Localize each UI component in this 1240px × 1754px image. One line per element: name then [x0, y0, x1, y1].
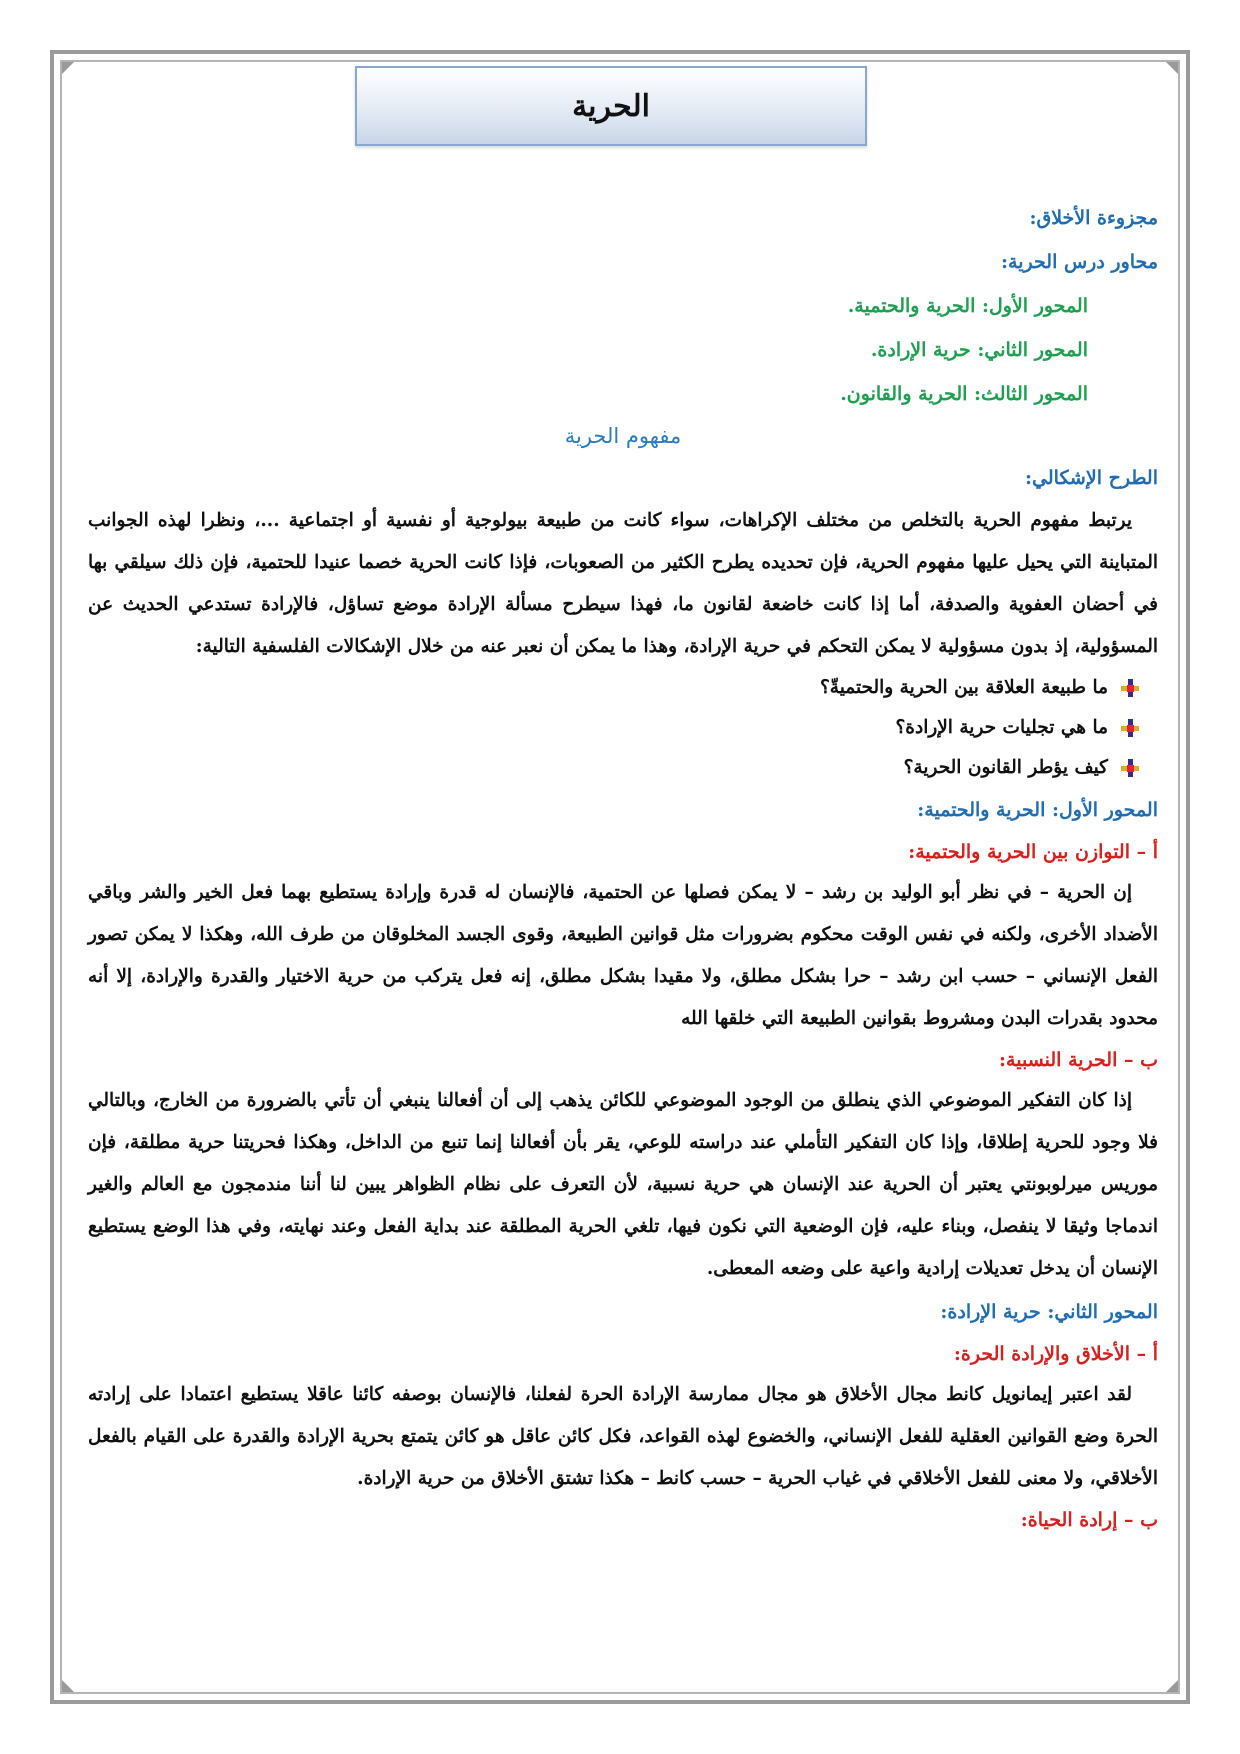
problematic-heading: الطرح الإشكالي:	[1025, 467, 1158, 489]
list-item	[88, 668, 1140, 708]
problematic-paragraph: يرتبط مفهوم الحرية بالتخلص من مختلف الإكراهات، سواء كانت من طبيعة بيولوجية أو نفسية أو اجتماعية ...، ونظرا لهذه الجوانب المتباينة التي يحيل عليها مفهوم الحرية، فإن تحديده يطرح الكثير من الصعوبات، فإذا كانت الحرية خصما عنيدا للحتمية، فإن ذلك سيلقي بها في أحضان العفوية والصدفة، أما إذا كانت خاضعة لقانون ما، فهذا سيطرح مسألة الإرادة موضع تساؤل، فالإرادة تستدعي الحديث عن المسؤولية، إذ بدون مسؤولية لا يمكن التحكم في حرية الإرادة، وهذا ما يمكن أن نعبر عنه من خلال الإشكالات الفلسفية التالية:	[88, 510, 1158, 657]
axes-heading: محاور درس الحرية:	[1001, 251, 1158, 273]
corner-ornament	[62, 1680, 74, 1692]
axis1-a-heading: أ – التوازن بين الحرية والحتمية:	[908, 841, 1158, 863]
axis2-a-heading: أ – الأخلاق والإرادة الحرة:	[953, 1343, 1158, 1365]
axis1-heading: المحور الأول: الحرية والحتمية:	[917, 799, 1158, 821]
document-body	[88, 196, 1158, 1540]
axis1-a-paragraph: إن الحرية – في نظر أبو الوليد بن رشد – لا يمكن فصلها عن الحتمية، فالإنسان له قدرة وإرادة يستطيع بهما فعل الخير والشر وباقي الأضداد الأخرى، ولكنه في نفس الوقت محكوم بضرورات مثل قوانين الطبيعة، وقوى الجسد المخلوقان من طرف الله، وهكذا لا يمكن تصور الفعل الإنساني – حسب ابن رشد – حرا بشكل مطلق، ولا مقيدا بشكل مطلق، إنه فعل يتركب من حرية الاختيار والقدرة والإرادة، إلا أنه محدود بقدرات البدن ومشروط بقوانين الطبيعة التي خلقها الله	[88, 882, 1158, 1029]
axis2-a-paragraph: لقد اعتبر إيمانويل كانط مجال الأخلاق هو مجال ممارسة الإرادة الحرة لفعلنا، فالإنسان بوصفه كائنا عاقلا يستطيع اعتمادا على إرادته الحرة وضع القوانين العقلية للفعل الإنساني، والخضوع لهذه القواعد، فكل كائن عاقل هو كائن يتمتع بحرية الإرادة والقدرة على القيام بالفعل الأخلاقي، ولا معنى للفعل الأخلاقي في غياب الحرية – حسب كانط – هكذا تشتق الأخلاق من حرية الإرادة.	[88, 1384, 1158, 1489]
corner-ornament	[1166, 1680, 1178, 1692]
module-heading: مجزوءة الأخلاق:	[1029, 207, 1158, 229]
list-item	[88, 708, 1140, 748]
plus-bullet-icon	[1120, 718, 1140, 738]
axis1-b-heading: ب – الحرية النسبية:	[999, 1049, 1158, 1071]
question-text: ما هي تجليات حرية الإرادة؟	[895, 717, 1108, 738]
axis2-b-heading: ب – إرادة الحياة:	[1020, 1509, 1158, 1531]
concept-title: مفهوم الحرية	[564, 424, 682, 448]
question-text: ما طبيعة العلاقة بين الحرية والحتميةّ؟	[819, 677, 1108, 698]
axis1-b-paragraph: إذا كان التفكير الموضوعي الذي ينطلق من الوجود الموضوعي للكائن يذهب إلى أن أفعالنا ينبغي أن تأتي بالضرورة من الخارج، وبالتالي فلا وجود للحرية إطلاقا، وإذا كان التفكير التأملي عند دراسته للوعي، يقر بأن أفعالنا إنما تنبع من الداخل، وهكذا فحريتنا حرية مطلقة، فإن موريس ميرلوبونتي يعتبر أن الحرية عند الإنسان هي حرية نسبية، لأن التعرف على نظام الظواهر يبين لنا أننا مندمجون مع العالم والغير اندماجا وثيقا لا ينفصل، وبناء عليه، فإن الوضعية التي نكون فيها، تلغي الحرية المطلقة عند بداية الفعل وعند نهايته، وفي هذا الوضع يستطيع الإنسان أن يدخل تعديلات إرادية واعية على وضعه المعطى.	[88, 1090, 1158, 1279]
question-text: كيف يؤطر القانون الحرية؟	[903, 757, 1108, 778]
questions-list	[88, 668, 1158, 788]
corner-ornament	[1166, 62, 1178, 74]
corner-ornament	[62, 62, 74, 74]
plus-bullet-icon	[1120, 758, 1140, 778]
axis-item: المحور الثاني: حرية الإرادة.	[870, 339, 1088, 361]
axis-item: المحور الثالث: الحرية والقانون.	[840, 383, 1088, 405]
axis2-heading: المحور الثاني: حرية الإرادة:	[940, 1301, 1158, 1323]
axis-item: المحور الأول: الحرية والحتمية.	[847, 295, 1088, 317]
plus-bullet-icon	[1120, 678, 1140, 698]
page-title: الحرية	[355, 66, 867, 146]
list-item	[88, 748, 1140, 788]
